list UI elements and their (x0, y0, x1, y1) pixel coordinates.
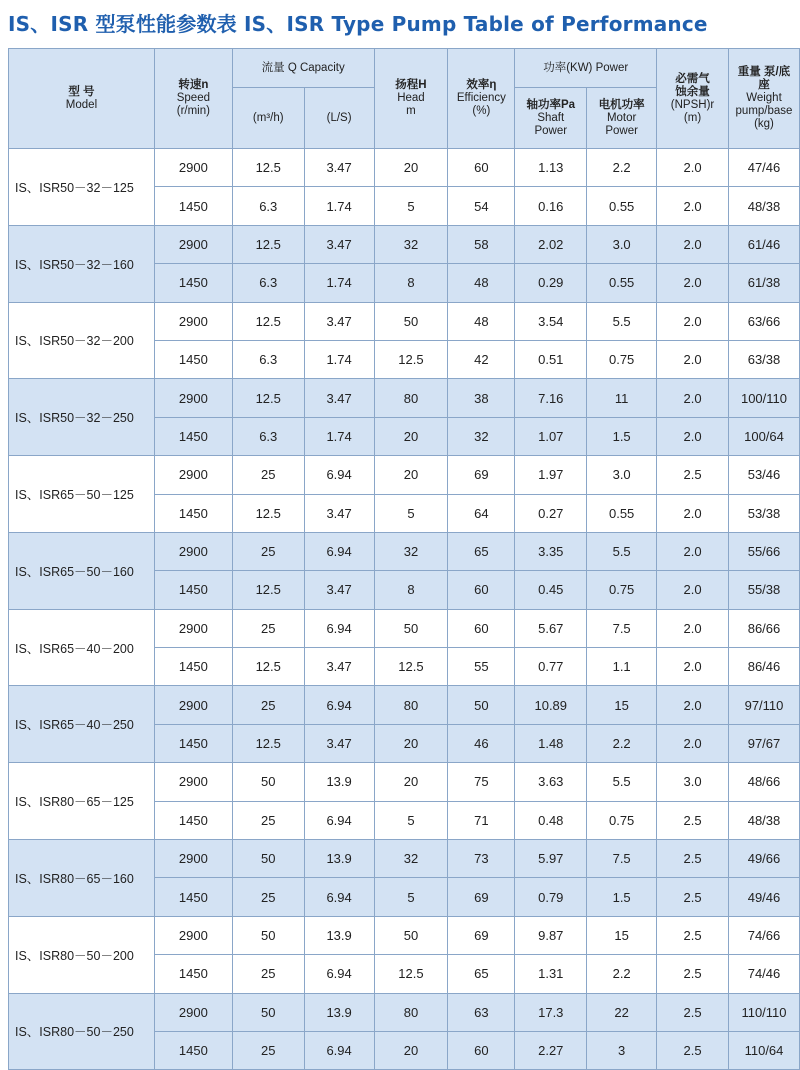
cell-capacity-ls: 6.94 (304, 532, 374, 570)
table-row (9, 149, 800, 187)
cell-speed: 2900 (154, 532, 232, 570)
cell-capacity-m3h: 50 (232, 840, 304, 878)
cell-head: 5 (374, 494, 448, 532)
cell-model: IS、ISR65－50－160 (9, 532, 155, 609)
cell-shaft-power: 3.35 (515, 532, 587, 570)
cell-capacity-m3h: 50 (232, 916, 304, 954)
performance-table (8, 48, 800, 1070)
cell-capacity-m3h: 6.3 (232, 340, 304, 378)
cell-head: 20 (374, 724, 448, 762)
cell-head: 20 (374, 417, 448, 455)
cell-head: 12.5 (374, 340, 448, 378)
cell-speed: 1450 (154, 264, 232, 302)
cell-shaft-power: 1.48 (515, 724, 587, 762)
cell-weight: 74/46 (728, 955, 799, 993)
cell-weight: 48/66 (728, 763, 799, 801)
cell-motor-power: 7.5 (587, 840, 657, 878)
header-speed-unit: (r/min) (176, 105, 210, 117)
cell-model: IS、ISR80－65－125 (9, 763, 155, 840)
header-model-zh: 型 号 (68, 85, 95, 98)
cell-speed: 1450 (154, 340, 232, 378)
cell-npsh: 2.0 (657, 724, 729, 762)
cell-capacity-m3h: 6.3 (232, 417, 304, 455)
cell-npsh: 2.5 (657, 916, 729, 954)
cell-capacity-m3h: 12.5 (232, 571, 304, 609)
cell-speed: 1450 (154, 187, 232, 225)
cell-shaft-power: 2.27 (515, 1031, 587, 1069)
cell-head: 5 (374, 187, 448, 225)
table-row (9, 225, 800, 263)
cell-efficiency: 60 (448, 571, 515, 609)
cell-head: 80 (374, 686, 448, 724)
header-efficiency-unit: (%) (472, 105, 491, 117)
cell-efficiency: 50 (448, 686, 515, 724)
cell-capacity-m3h: 12.5 (232, 225, 304, 263)
cell-motor-power: 2.2 (587, 724, 657, 762)
cell-capacity-ls: 3.47 (304, 571, 374, 609)
cell-motor-power: 0.75 (587, 571, 657, 609)
cell-head: 20 (374, 1031, 448, 1069)
header-capacity: 流量 Q Capacity (232, 49, 374, 88)
cell-capacity-m3h: 12.5 (232, 149, 304, 187)
cell-head: 32 (374, 532, 448, 570)
cell-speed: 1450 (154, 724, 232, 762)
cell-capacity-m3h: 25 (232, 609, 304, 647)
header-efficiency-zh: 效率η (466, 79, 497, 91)
table-row (9, 302, 800, 340)
cell-shaft-power: 1.97 (515, 456, 587, 494)
page-title: IS、ISR 型泵性能参数表 IS、ISR Type Pump Table of Performance (8, 12, 708, 36)
header-weight-unit: (kg) (754, 118, 774, 130)
header-motor-zh: 电机功率 (598, 98, 645, 111)
cell-head: 20 (374, 149, 448, 187)
cell-head: 12.5 (374, 648, 448, 686)
cell-efficiency: 73 (448, 840, 515, 878)
cell-shaft-power: 5.67 (515, 609, 587, 647)
cell-weight: 63/66 (728, 302, 799, 340)
cell-efficiency: 42 (448, 340, 515, 378)
cell-shaft-power: 1.07 (515, 417, 587, 455)
cell-motor-power: 1.1 (587, 648, 657, 686)
cell-efficiency: 71 (448, 801, 515, 839)
table-row (9, 456, 800, 494)
cell-efficiency: 55 (448, 648, 515, 686)
cell-capacity-ls: 1.74 (304, 264, 374, 302)
cell-npsh: 3.0 (657, 763, 729, 801)
cell-head: 8 (374, 571, 448, 609)
cell-capacity-m3h: 6.3 (232, 264, 304, 302)
cell-npsh: 2.0 (657, 379, 729, 417)
cell-capacity-m3h: 25 (232, 456, 304, 494)
header-speed-zh: 转速n (178, 79, 209, 91)
cell-capacity-m3h: 25 (232, 1031, 304, 1069)
cell-head: 50 (374, 302, 448, 340)
cell-efficiency: 32 (448, 417, 515, 455)
header-head-unit: m (406, 105, 416, 117)
cell-speed: 1450 (154, 417, 232, 455)
table-row (9, 379, 800, 417)
cell-motor-power: 1.5 (587, 878, 657, 916)
header-motor-en-1: Motor (606, 111, 637, 124)
cell-capacity-ls: 1.74 (304, 417, 374, 455)
cell-capacity-ls: 6.94 (304, 1031, 374, 1069)
cell-weight: 55/38 (728, 571, 799, 609)
cell-npsh: 2.0 (657, 187, 729, 225)
cell-head: 8 (374, 264, 448, 302)
cell-efficiency: 54 (448, 187, 515, 225)
cell-npsh: 2.0 (657, 686, 729, 724)
cell-shaft-power: 1.31 (515, 955, 587, 993)
cell-efficiency: 75 (448, 763, 515, 801)
cell-capacity-ls: 3.47 (304, 149, 374, 187)
table-row (9, 532, 800, 570)
cell-capacity-ls: 3.47 (304, 494, 374, 532)
header-npsh-zh-1: 必需气 (675, 72, 710, 85)
cell-npsh: 2.0 (657, 648, 729, 686)
cell-motor-power: 0.55 (587, 264, 657, 302)
cell-speed: 2900 (154, 379, 232, 417)
table-row (9, 916, 800, 954)
cell-capacity-ls: 1.74 (304, 187, 374, 225)
table-body (9, 49, 800, 1070)
cell-motor-power: 11 (587, 379, 657, 417)
cell-weight: 48/38 (728, 187, 799, 225)
cell-npsh: 2.5 (657, 955, 729, 993)
header-weight-zh-2: 座 (758, 79, 770, 91)
header-npsh-zh-2: 蚀余量 (675, 85, 710, 98)
cell-shaft-power: 0.29 (515, 264, 587, 302)
header-shaft-power (515, 88, 587, 149)
cell-npsh: 2.0 (657, 609, 729, 647)
cell-efficiency: 65 (448, 532, 515, 570)
cell-capacity-m3h: 25 (232, 532, 304, 570)
cell-speed: 1450 (154, 878, 232, 916)
cell-weight: 53/46 (728, 456, 799, 494)
cell-npsh: 2.0 (657, 417, 729, 455)
cell-motor-power: 0.75 (587, 340, 657, 378)
cell-capacity-ls: 6.94 (304, 456, 374, 494)
header-npsh-unit: (m) (683, 111, 702, 124)
cell-head: 5 (374, 878, 448, 916)
cell-weight: 63/38 (728, 340, 799, 378)
cell-capacity-m3h: 25 (232, 878, 304, 916)
cell-npsh: 2.0 (657, 302, 729, 340)
cell-weight: 86/66 (728, 609, 799, 647)
cell-speed: 2900 (154, 609, 232, 647)
cell-npsh: 2.5 (657, 993, 729, 1031)
cell-efficiency: 60 (448, 149, 515, 187)
cell-npsh: 2.5 (657, 878, 729, 916)
cell-shaft-power: 0.48 (515, 801, 587, 839)
cell-weight: 53/38 (728, 494, 799, 532)
cell-motor-power: 15 (587, 686, 657, 724)
cell-capacity-ls: 13.9 (304, 840, 374, 878)
cell-weight: 48/38 (728, 801, 799, 839)
cell-speed: 2900 (154, 149, 232, 187)
cell-capacity-m3h: 25 (232, 801, 304, 839)
header-row-1 (9, 49, 800, 88)
cell-shaft-power: 7.16 (515, 379, 587, 417)
cell-npsh: 2.0 (657, 494, 729, 532)
cell-speed: 2900 (154, 302, 232, 340)
cell-capacity-ls: 13.9 (304, 993, 374, 1031)
cell-capacity-m3h: 12.5 (232, 379, 304, 417)
cell-shaft-power: 0.27 (515, 494, 587, 532)
cell-speed: 1450 (154, 648, 232, 686)
cell-efficiency: 69 (448, 456, 515, 494)
cell-model: IS、ISR50－32－200 (9, 302, 155, 379)
cell-shaft-power: 0.45 (515, 571, 587, 609)
cell-speed: 2900 (154, 686, 232, 724)
header-shaft-zh: 轴功率Pa (526, 98, 576, 111)
cell-efficiency: 65 (448, 955, 515, 993)
cell-speed: 1450 (154, 571, 232, 609)
cell-model: IS、ISR65－50－125 (9, 456, 155, 533)
header-weight-zh-1: 重量 泵/底 (737, 66, 791, 78)
header-weight (728, 49, 799, 149)
cell-motor-power: 7.5 (587, 609, 657, 647)
cell-head: 5 (374, 801, 448, 839)
cell-efficiency: 63 (448, 993, 515, 1031)
cell-speed: 2900 (154, 840, 232, 878)
cell-shaft-power: 5.97 (515, 840, 587, 878)
cell-model: IS、ISR65－40－250 (9, 686, 155, 763)
header-shaft-en-2: Power (534, 124, 568, 137)
cell-motor-power: 2.2 (587, 955, 657, 993)
cell-efficiency: 38 (448, 379, 515, 417)
header-npsh (657, 49, 729, 149)
header-capacity-m3h: (m³/h) (232, 88, 304, 149)
cell-model: IS、ISR80－50－250 (9, 993, 155, 1070)
header-weight-sub: pump/base (735, 105, 793, 117)
cell-efficiency: 69 (448, 916, 515, 954)
cell-speed: 1450 (154, 1031, 232, 1069)
cell-capacity-ls: 13.9 (304, 916, 374, 954)
cell-efficiency: 60 (448, 1031, 515, 1069)
header-speed-en: Speed (176, 92, 210, 104)
cell-speed: 2900 (154, 763, 232, 801)
header-efficiency-en: Efficiency (456, 92, 506, 104)
table-row (9, 609, 800, 647)
cell-weight: 100/64 (728, 417, 799, 455)
cell-weight: 97/67 (728, 724, 799, 762)
cell-shaft-power: 2.02 (515, 225, 587, 263)
cell-npsh: 2.0 (657, 149, 729, 187)
cell-npsh: 2.0 (657, 532, 729, 570)
cell-head: 50 (374, 916, 448, 954)
cell-npsh: 2.0 (657, 340, 729, 378)
cell-capacity-m3h: 12.5 (232, 494, 304, 532)
cell-motor-power: 5.5 (587, 763, 657, 801)
cell-capacity-ls: 6.94 (304, 801, 374, 839)
cell-head: 50 (374, 609, 448, 647)
header-power: 功率(KW) Power (515, 49, 657, 88)
header-speed (154, 49, 232, 149)
cell-weight: 55/66 (728, 532, 799, 570)
cell-speed: 2900 (154, 916, 232, 954)
cell-weight: 86/46 (728, 648, 799, 686)
cell-efficiency: 48 (448, 264, 515, 302)
header-npsh-en: (NPSH)r (670, 98, 715, 111)
cell-head: 20 (374, 763, 448, 801)
cell-weight: 97/110 (728, 686, 799, 724)
cell-capacity-m3h: 50 (232, 993, 304, 1031)
cell-capacity-ls: 6.94 (304, 955, 374, 993)
cell-efficiency: 69 (448, 878, 515, 916)
cell-efficiency: 64 (448, 494, 515, 532)
cell-shaft-power: 17.3 (515, 993, 587, 1031)
cell-head: 80 (374, 993, 448, 1031)
cell-motor-power: 5.5 (587, 302, 657, 340)
cell-npsh: 2.5 (657, 840, 729, 878)
cell-npsh: 2.5 (657, 801, 729, 839)
header-motor-en-2: Power (605, 124, 638, 137)
cell-efficiency: 46 (448, 724, 515, 762)
cell-shaft-power: 10.89 (515, 686, 587, 724)
header-weight-en: Weight (746, 92, 782, 104)
cell-motor-power: 2.2 (587, 149, 657, 187)
cell-head: 20 (374, 456, 448, 494)
cell-model: IS、ISR80－50－200 (9, 916, 155, 993)
cell-model: IS、ISR50－32－160 (9, 225, 155, 302)
cell-motor-power: 3.0 (587, 225, 657, 263)
cell-capacity-ls: 6.94 (304, 609, 374, 647)
cell-capacity-ls: 1.74 (304, 340, 374, 378)
cell-efficiency: 58 (448, 225, 515, 263)
cell-weight: 49/46 (728, 878, 799, 916)
header-motor-power (587, 88, 657, 149)
cell-model: IS、ISR50－32－125 (9, 149, 155, 226)
cell-efficiency: 48 (448, 302, 515, 340)
cell-speed: 2900 (154, 993, 232, 1031)
cell-head: 12.5 (374, 955, 448, 993)
cell-capacity-m3h: 50 (232, 763, 304, 801)
header-head-zh: 扬程H (395, 79, 427, 91)
cell-shaft-power: 1.13 (515, 149, 587, 187)
cell-capacity-m3h: 25 (232, 686, 304, 724)
cell-capacity-m3h: 25 (232, 955, 304, 993)
cell-shaft-power: 0.16 (515, 187, 587, 225)
cell-weight: 49/66 (728, 840, 799, 878)
cell-head: 32 (374, 840, 448, 878)
cell-npsh: 2.0 (657, 571, 729, 609)
cell-capacity-ls: 6.94 (304, 686, 374, 724)
header-shaft-en-1: Shaft (537, 111, 565, 124)
cell-npsh: 2.0 (657, 225, 729, 263)
header-head (374, 49, 448, 149)
cell-capacity-m3h: 6.3 (232, 187, 304, 225)
cell-weight: 100/110 (728, 379, 799, 417)
cell-model: IS、ISR65－40－200 (9, 609, 155, 686)
cell-motor-power: 0.55 (587, 187, 657, 225)
header-model-en: Model (65, 98, 98, 111)
header-model (9, 49, 155, 149)
cell-motor-power: 3.0 (587, 456, 657, 494)
cell-capacity-ls: 3.47 (304, 648, 374, 686)
table-row (9, 840, 800, 878)
header-capacity-ls: (L/S) (304, 88, 374, 149)
cell-shaft-power: 9.87 (515, 916, 587, 954)
cell-npsh: 2.0 (657, 264, 729, 302)
cell-shaft-power: 3.63 (515, 763, 587, 801)
cell-capacity-ls: 3.47 (304, 724, 374, 762)
table-row (9, 686, 800, 724)
cell-capacity-m3h: 12.5 (232, 302, 304, 340)
cell-motor-power: 0.75 (587, 801, 657, 839)
cell-efficiency: 60 (448, 609, 515, 647)
header-head-en: Head (397, 92, 425, 104)
cell-capacity-ls: 3.47 (304, 225, 374, 263)
cell-npsh: 2.5 (657, 456, 729, 494)
cell-head: 80 (374, 379, 448, 417)
table-row (9, 763, 800, 801)
cell-model: IS、ISR80－65－160 (9, 840, 155, 917)
cell-npsh: 2.5 (657, 1031, 729, 1069)
cell-shaft-power: 0.51 (515, 340, 587, 378)
cell-capacity-ls: 13.9 (304, 763, 374, 801)
cell-motor-power: 22 (587, 993, 657, 1031)
cell-weight: 61/46 (728, 225, 799, 263)
cell-capacity-ls: 3.47 (304, 302, 374, 340)
cell-weight: 110/64 (728, 1031, 799, 1069)
cell-weight: 47/46 (728, 149, 799, 187)
cell-shaft-power: 0.79 (515, 878, 587, 916)
cell-capacity-ls: 6.94 (304, 878, 374, 916)
cell-shaft-power: 0.77 (515, 648, 587, 686)
cell-speed: 1450 (154, 801, 232, 839)
cell-head: 32 (374, 225, 448, 263)
cell-shaft-power: 3.54 (515, 302, 587, 340)
cell-motor-power: 0.55 (587, 494, 657, 532)
cell-speed: 2900 (154, 225, 232, 263)
header-efficiency (448, 49, 515, 149)
cell-weight: 74/66 (728, 916, 799, 954)
cell-motor-power: 15 (587, 916, 657, 954)
cell-capacity-m3h: 12.5 (232, 724, 304, 762)
cell-capacity-m3h: 12.5 (232, 648, 304, 686)
cell-weight: 61/38 (728, 264, 799, 302)
cell-speed: 1450 (154, 494, 232, 532)
cell-weight: 110/110 (728, 993, 799, 1031)
cell-speed: 2900 (154, 456, 232, 494)
cell-motor-power: 1.5 (587, 417, 657, 455)
cell-motor-power: 5.5 (587, 532, 657, 570)
cell-speed: 1450 (154, 955, 232, 993)
cell-motor-power: 3 (587, 1031, 657, 1069)
cell-model: IS、ISR50－32－250 (9, 379, 155, 456)
table-row (9, 993, 800, 1031)
cell-capacity-ls: 3.47 (304, 379, 374, 417)
